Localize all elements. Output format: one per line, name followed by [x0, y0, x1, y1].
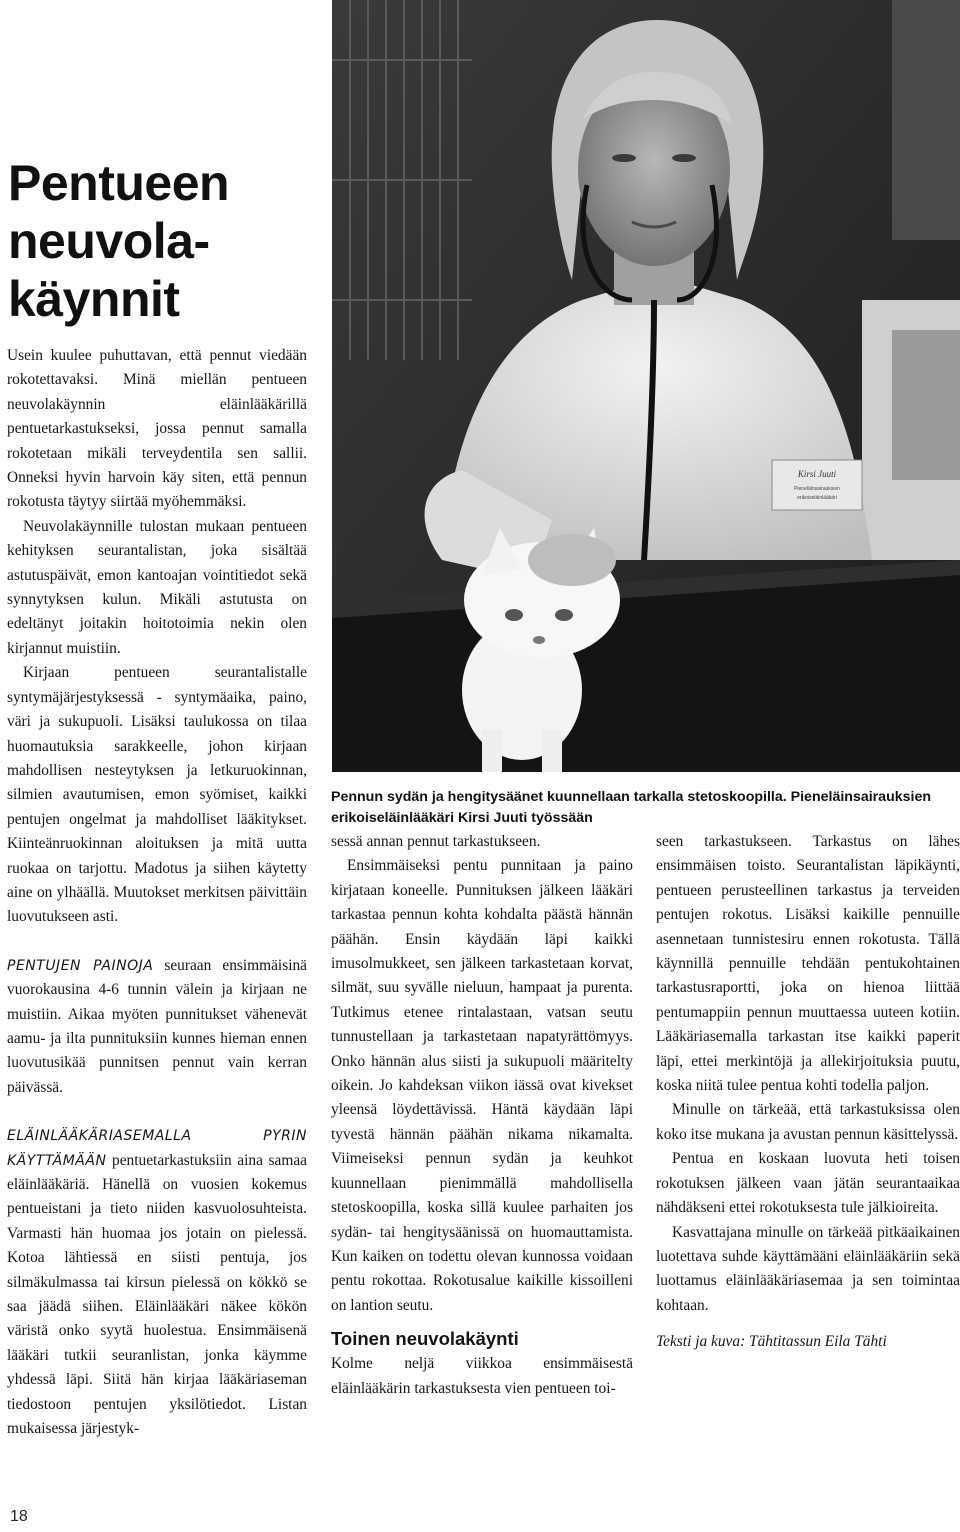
paragraph-body: pentuetarkastuksiin aina samaa eläinlääkäriä. Hänellä on vuosien kokemus pentueistani ja tieto niiden kasvuolosuhteista. Varmasti hän huomaa jos jotain on pielessä. Kotoa lähtiessä en siisti pentuja, jos silmäkulmassa tai kirsun pielessä on kökkö se saa jäädä siihen. Eläinlääkäri näkee kökön väristä onko syytä huolestua. Ensimmäisenä lääkäri tutkii seuranlistan, jonka käymme yhdessä läpi. Siitä hän kirjaa lääkäriaseman tiedostoon pentujen yksilötiedot. Listan mukaisessa järjestyk- [7, 1151, 307, 1438]
right-column [656, 830, 960, 1355]
paragraph: Ensimmäiseksi pentu punnitaan ja paino kirjataan koneelle. Punnituksen jälkeen lääkäri tarkastaa pennun kohta kohdalta päästä hännän päähän. Ensin käydään läpi kaikki imusolmukkeet, sen jälkeen tarkastetaan korvat, silmät, suu syvälle nieluun, hampaat ja purenta. Tutkimus etenee rintalastaan, vatsan seutu tunnustellaan ja tarkastetaan napatyrättömyys. Onko hännän alus siisti ja sukupuoli määritelty oikein. Jo kahdeksan viikon iässä ovat kivekset yleensä löydettävissä. Häntä käydään läpi tyvestä hännän päähän nikama nikamalta. Viimeiseksi pennun sydän ja keuhkot kuunnellaan pienimmällä mahdollisella stetoskoopilla, koska sillä kuulee parhaiten jos sydän- tai hengitysäänissä on huomauttamista. Kun kaiken on todettu olevan kunnossa voidaan pentu rokottaa. Rokotusalue kaikille kissoilleni on lantion seutu. [331, 857, 633, 1314]
vet-cat-photo [332, 0, 960, 772]
badge-line-3: erikoiseläinlääkäri [797, 495, 837, 501]
article-photo [332, 0, 960, 772]
paragraph: Pentua en koskaan luovuta heti toisen rokotuksen jälkeen vaan jätän seurantaaikaa nähdäkseni ettei rokotuksesta tule jälkioireita. [656, 1150, 960, 1217]
title-line-2: neuvola- [8, 213, 210, 269]
paragraph-body: seuraan ensimmäisinä vuorokausina 4-6 tunnin välein ja kirjaan ne muistiin. Aikaa myöten punnitukset vähenevät aamu- ja ilta punnituksiin kunnes hieman ennen luovutusikää punnitsen pennut vain kerran päivässä. [7, 956, 307, 1096]
title-line-1: Pentueen [8, 155, 230, 211]
badge-line-2: Pieneläinsairauksien [794, 486, 840, 492]
left-column [7, 344, 307, 1441]
paragraph: sessä annan pennut tarkastukseen. [331, 833, 541, 850]
paragraph-vet [7, 1124, 307, 1441]
article-title [8, 154, 328, 328]
paragraph: Usein kuulee puhuttavan, että pennut viedään rokotettavaksi. Minä miellän pentueen neuvolakäynnin eläinlääkärillä pentuetarkastukseksi, jossa pennut samalla rokotetaan mikäli terveydentila sen sallii. Onneksi hyvin harvoin käy siten, että pennun rokotusta täytyy siirtää myöhemmäksi. [7, 347, 307, 511]
middle-column [331, 830, 633, 1401]
title-line-3: käynnit [8, 271, 180, 327]
paragraph: seen tarkastukseen. Tarkastus on lähes ensimmäisen toisto. Seurantalistan läpikäynti, pentueen perusteellinen tarkastus ja terveiden pentujen rokotus. Lisäksi kaikille pennuille asennetaan tunnistesiru ennen rokotusta. Tällä käynnillä pennuille tehdään pentukohtainen tarkastusraportti, joka on hienoa liittää pentumappiin pennun muuttaessa uuteen kotiin. Lääkäriasemalla tarkastan itse kaikki paperit läpi, ettei merkintöjä ja allekirjoituksia puutu, koska niitä tulee pentua kohti todella paljon. [656, 833, 960, 1095]
paragraph: Kirjaan pentueen seurantalistalle syntymäjärjestyksessä - syntymäaika, paino, väri ja sukupuoli. Lisäksi taulukossa on tilaa huomautuksia sarakkeelle, johon kirjaan mahdollisen nesteytyksen ja letkuruokinnan, silmien avautumisen, emon syömiset, kaikki pentujen ongelmat ja mahdolliset lääkitykset. Kiinteänruokinnan aloituksen ja mitä uutta ruokaa on tarjottu. Madotus ja siihen käytetty aine on ylhäällä. Muutokset merkitsen päivittäin luovutukseen asti. [7, 664, 307, 926]
byline: Teksti ja kuva: Tähtitassun Eila Tähti [656, 1333, 887, 1351]
photo-caption: Pennun sydän ja hengitysäänet kuunnellaan tarkalla stetoskoopilla. Pieneläinsairauksien erikoiseläinlääkäri Kirsi Juuti työssään [331, 789, 932, 826]
paragraph: Minulle on tärkeää, että tarkastuksissa olen koko itse mukana ja avustan pennun käsittelyssä. [656, 1101, 960, 1143]
page-number: 18 [10, 1508, 28, 1525]
paragraph: Kolme neljä viikkoa ensimmäisestä eläinlääkärin tarkastuksesta vien pentueen toi- [331, 1355, 633, 1397]
badge-name: Kirsi Juuti [797, 469, 837, 479]
lead-in-text: ELÄINLÄÄKÄRIASEMALLA PYRIN KÄYTTÄMÄÄN [7, 1128, 307, 1169]
paragraph-weights [7, 954, 307, 1100]
subheading: Toinen neuvolakäynti [331, 1328, 519, 1350]
lead-in-text: PENTUJEN PAINOJA [7, 957, 154, 974]
paragraph: Kasvattajana minulle on tärkeää pitkäaikainen luotettava suhde käyttämääni eläinlääkäriin sekä luottamus eläinlääkäriasemaa ja sen toimintaa kohtaan. [656, 1223, 960, 1314]
paragraph: Neuvolakäynnille tulostan mukaan pentueen kehityksen seurantalistan, joka sisältää astutuspäivät, emon kantoajan vointitiedot sekä synnytyksen kulun. Mikäli astutusta on edeltänyt joitakin hoitotoimia nekin olen kirjannut muistiin. [7, 517, 307, 657]
